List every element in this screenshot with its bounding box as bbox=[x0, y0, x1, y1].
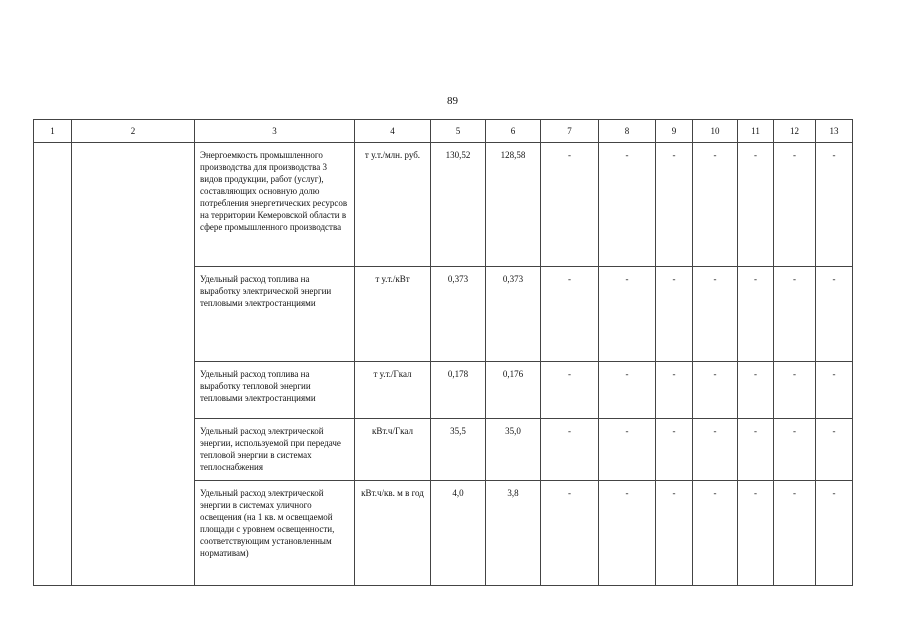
unit-cell: т у.т./кВт bbox=[355, 267, 431, 362]
value-cell-col7: - bbox=[541, 481, 599, 586]
header-cell: 8 bbox=[599, 120, 656, 143]
indicator-cell: Удельный расход топлива на выработку электрической энергии тепловыми электростанциями bbox=[195, 267, 355, 362]
value-cell-col13: - bbox=[816, 267, 853, 362]
value-cell-col8: - bbox=[599, 143, 656, 267]
value-cell-col9: - bbox=[656, 267, 693, 362]
header-cell: 5 bbox=[431, 120, 486, 143]
value-cell-col13: - bbox=[816, 481, 853, 586]
value-cell-col6: 35,0 bbox=[486, 419, 541, 481]
value-cell-col12: - bbox=[774, 362, 816, 419]
header-cell: 9 bbox=[656, 120, 693, 143]
indicator-cell: Энергоемкость промышленного производства для производства 3 видов продукции, работ (услуг), составляющих основную долю потребления энергетических ресурсов на территории Кемеровской области в сфере промышленного производства bbox=[195, 143, 355, 267]
header-cell: 2 bbox=[72, 120, 195, 143]
value-cell-col12: - bbox=[774, 267, 816, 362]
value-cell-col12: - bbox=[774, 143, 816, 267]
value-cell-col7: - bbox=[541, 143, 599, 267]
data-table bbox=[33, 119, 853, 586]
header-cell: 6 bbox=[486, 120, 541, 143]
value-cell-col8: - bbox=[599, 419, 656, 481]
value-cell-col13: - bbox=[816, 362, 853, 419]
header-cell: 1 bbox=[34, 120, 72, 143]
value-cell-col11: - bbox=[738, 267, 774, 362]
value-cell-col10: - bbox=[693, 267, 738, 362]
value-cell-col7: - bbox=[541, 267, 599, 362]
value-cell-col11: - bbox=[738, 362, 774, 419]
header-row bbox=[34, 120, 853, 143]
value-cell-col8: - bbox=[599, 362, 656, 419]
value-cell-col10: - bbox=[693, 362, 738, 419]
value-cell-col9: - bbox=[656, 362, 693, 419]
value-cell-col8: - bbox=[599, 481, 656, 586]
value-cell-col6: 0,373 bbox=[486, 267, 541, 362]
value-cell-col9: - bbox=[656, 481, 693, 586]
unit-cell: кВт.ч/кв. м в год bbox=[355, 481, 431, 586]
value-cell-col5: 0,178 bbox=[431, 362, 486, 419]
header-cell: 4 bbox=[355, 120, 431, 143]
value-cell-col13: - bbox=[816, 419, 853, 481]
indicator-cell: Удельный расход электрической энергии, используемой при передаче тепловой энергии в системах теплоснабжения bbox=[195, 419, 355, 481]
value-cell-col10: - bbox=[693, 143, 738, 267]
value-cell-col12: - bbox=[774, 419, 816, 481]
unit-cell: кВт.ч/Гкал bbox=[355, 419, 431, 481]
value-cell-col5: 130,52 bbox=[431, 143, 486, 267]
value-cell-col7: - bbox=[541, 419, 599, 481]
header-cell: 10 bbox=[693, 120, 738, 143]
header-cell: 7 bbox=[541, 120, 599, 143]
empty-cell-col1 bbox=[34, 143, 72, 586]
value-cell-col7: - bbox=[541, 362, 599, 419]
table-row bbox=[34, 143, 853, 267]
indicator-cell: Удельный расход электрической энергии в системах уличного освещения (на 1 кв. м освещаемой площади с уровнем освещенности, соответствующим установленным нормативам) bbox=[195, 481, 355, 586]
value-cell-col9: - bbox=[656, 419, 693, 481]
header-cell: 13 bbox=[816, 120, 853, 143]
header-cell: 11 bbox=[738, 120, 774, 143]
page-number: 89 bbox=[447, 95, 458, 107]
value-cell-col5: 4,0 bbox=[431, 481, 486, 586]
header-cell: 12 bbox=[774, 120, 816, 143]
value-cell-col6: 0,176 bbox=[486, 362, 541, 419]
empty-cell-col2 bbox=[72, 143, 195, 586]
value-cell-col10: - bbox=[693, 419, 738, 481]
value-cell-col13: - bbox=[816, 143, 853, 267]
value-cell-col12: - bbox=[774, 481, 816, 586]
value-cell-col8: - bbox=[599, 267, 656, 362]
value-cell-col9: - bbox=[656, 143, 693, 267]
value-cell-col10: - bbox=[693, 481, 738, 586]
value-cell-col11: - bbox=[738, 481, 774, 586]
indicator-cell: Удельный расход топлива на выработку тепловой энергии тепловыми электростанциями bbox=[195, 362, 355, 419]
value-cell-col11: - bbox=[738, 143, 774, 267]
header-cell: 3 bbox=[195, 120, 355, 143]
unit-cell: т у.т./Гкал bbox=[355, 362, 431, 419]
value-cell-col5: 0,373 bbox=[431, 267, 486, 362]
value-cell-col6: 128,58 bbox=[486, 143, 541, 267]
value-cell-col5: 35,5 bbox=[431, 419, 486, 481]
value-cell-col11: - bbox=[738, 419, 774, 481]
value-cell-col6: 3,8 bbox=[486, 481, 541, 586]
unit-cell: т у.т./млн. руб. bbox=[355, 143, 431, 267]
